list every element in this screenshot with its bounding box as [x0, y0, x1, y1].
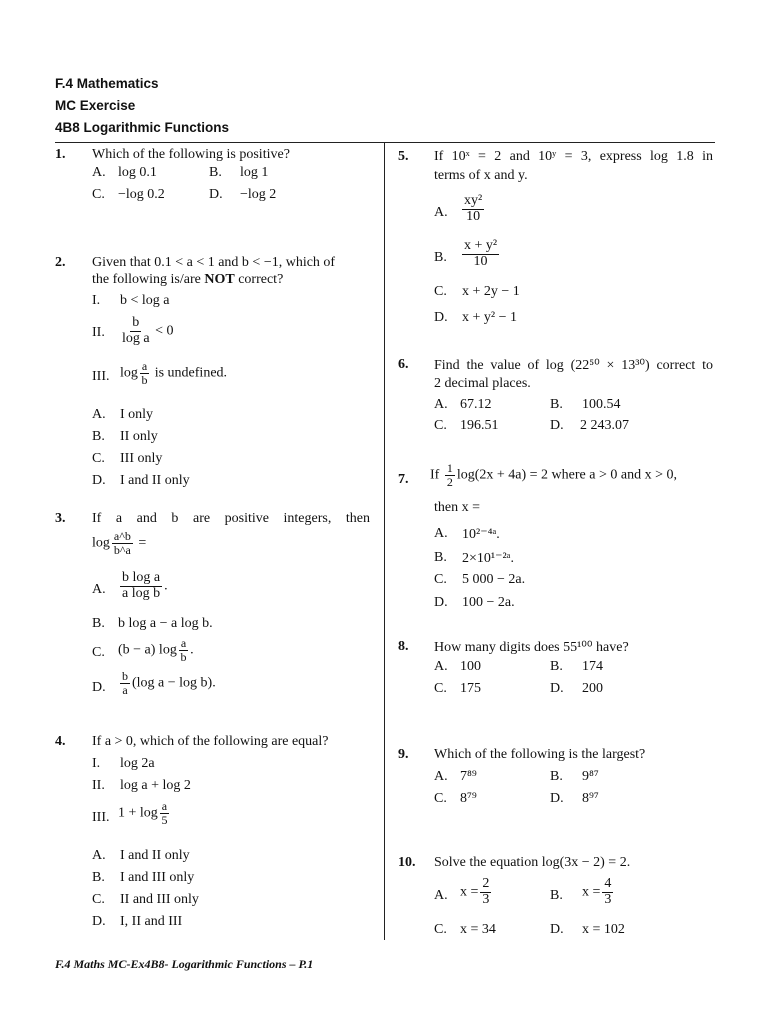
q6-letter-c: C.	[434, 418, 447, 433]
q4-letter-b: B.	[92, 870, 105, 885]
q5-letter-b: B.	[434, 250, 447, 265]
q4-roman-i: I.	[92, 756, 101, 771]
q1-option-b: log 1	[240, 165, 269, 180]
q3-option-b: b log a − a log b.	[118, 616, 213, 631]
q10-option-c: x = 34	[460, 922, 496, 937]
q10-letter-b: B.	[550, 888, 563, 903]
q7-letter-b: B.	[434, 550, 447, 565]
q3-letter-b: B.	[92, 616, 105, 631]
q8-letter-a: A.	[434, 659, 448, 674]
q7-letter-a: A.	[434, 526, 448, 541]
q7-stem-line2: then x =	[434, 500, 480, 515]
q10-option-b: x = $\frac{4}{3}$	[582, 876, 612, 907]
q2-letter-b: B.	[92, 429, 105, 444]
q5-option-c: x + 2y − 1	[462, 284, 520, 299]
q4-roman-iii: III.	[92, 810, 110, 825]
q3-option-a: $\frac{\text{b log a}}{\text{a log b}}$ .	[122, 570, 168, 601]
q8-letter-b: B.	[550, 659, 563, 674]
q6-stem-line2: 2 decimal places.	[434, 376, 531, 391]
q5-letter-d: D.	[434, 310, 448, 325]
q5-stem-line2: terms of x and y.	[434, 168, 528, 183]
q4-stem: If a > 0, which of the following are equal?	[92, 734, 329, 749]
q5-stem-line1: If 10ˣ = 2 and 10ʸ = 3, express log 1.8 in	[434, 149, 713, 164]
q9-letter-d: D.	[550, 791, 564, 806]
q6-option-b: 100.54	[582, 397, 621, 412]
q9-option-a: 7⁸⁹	[460, 769, 477, 784]
q5-letter-c: C.	[434, 284, 447, 299]
q3-option-c: (b − a) log $\frac{a}{b}$ .	[118, 636, 194, 664]
q5-number: 5.	[398, 149, 409, 164]
q10-option-d: x = 102	[582, 922, 625, 937]
q7-letter-c: C.	[434, 572, 447, 587]
q7-option-a: 10²⁻⁴ᵃ.	[462, 527, 500, 542]
q9-option-d: 8⁹⁷	[582, 791, 599, 806]
q2-number: 2.	[55, 255, 66, 270]
q3-option-d: $\frac{b}{a}$ (log a − log b).	[122, 669, 216, 697]
q4-option-c: II and III only	[120, 892, 199, 907]
column-divider	[384, 142, 385, 940]
q5-option-a: $\frac{\text{xy²}}{10}$	[464, 193, 483, 224]
title-subject: F.4 Mathematics	[55, 76, 159, 91]
q10-number: 10.	[398, 855, 416, 870]
q9-letter-c: C.	[434, 791, 447, 806]
header-rule	[55, 142, 715, 143]
q10-letter-d: D.	[550, 922, 564, 937]
q6-number: 6.	[398, 357, 409, 372]
q2-statement-i: b < log a	[120, 293, 170, 308]
q2-letter-c: C.	[92, 451, 105, 466]
q2-letter-d: D.	[92, 473, 106, 488]
q2-statement-ii: $\frac{b}{\text{log a}}$ < 0	[122, 315, 174, 346]
title-topic: 4B8 Logarithmic Functions	[55, 120, 230, 135]
q6-option-a: 67.12	[460, 397, 492, 412]
q2-letter-a: A.	[92, 407, 106, 422]
q3-letter-c: C.	[92, 645, 105, 660]
q10-letter-a: A.	[434, 888, 448, 903]
q1-letter-b: B.	[209, 165, 222, 180]
q10-letter-c: C.	[434, 922, 447, 937]
q1-letter-d: D.	[209, 187, 223, 202]
q5-option-d: x + y² − 1	[462, 310, 517, 325]
q9-letter-a: A.	[434, 769, 448, 784]
q2-option-d: I and II only	[120, 473, 190, 488]
q8-letter-c: C.	[434, 681, 447, 696]
q1-option-d: −log 2	[240, 187, 277, 202]
q8-option-c: 175	[460, 681, 481, 696]
q5-option-b: $\frac{\text{x + y²}}{10}$	[464, 238, 498, 269]
q6-letter-b: B.	[550, 397, 563, 412]
q10-option-a: x = $\frac{2}{3}$	[460, 876, 490, 907]
q8-option-b: 174	[582, 659, 603, 674]
q4-statement-ii: log a + log 2	[120, 778, 191, 793]
q3-letter-a: A.	[92, 582, 106, 597]
q9-number: 9.	[398, 747, 409, 762]
title-exercise: MC Exercise	[55, 98, 136, 113]
q9-option-b: 9⁸⁷	[582, 769, 599, 784]
q3-stem: If a and b are positive integers, then	[92, 511, 370, 526]
q6-stem-line1: Find the value of log (22⁵⁰ × 13³⁰) correct to	[434, 358, 713, 373]
q2-roman-i: I.	[92, 293, 101, 308]
q1-stem: Which of the following is positive?	[92, 147, 290, 162]
q7-number: 7.	[398, 472, 409, 487]
q9-option-c: 8⁷⁹	[460, 791, 477, 806]
q8-number: 8.	[398, 639, 409, 654]
q4-statement-i: log 2a	[120, 756, 155, 771]
q4-statement-iii: 1 + log $\frac{a}{5}$	[118, 799, 168, 827]
q7-option-d: 100 − 2a.	[462, 595, 515, 610]
q8-option-a: 100	[460, 659, 481, 674]
q4-letter-c: C.	[92, 892, 105, 907]
q2-option-c: III only	[120, 451, 163, 466]
q4-roman-ii: II.	[92, 778, 105, 793]
q6-option-d: 2 243.07	[580, 418, 629, 433]
q7-option-c: 5 000 − 2a.	[462, 572, 526, 587]
q1-number: 1.	[55, 147, 66, 162]
q4-letter-d: D.	[92, 914, 106, 929]
q2-roman-iii: III.	[92, 369, 110, 384]
q4-number: 4.	[55, 734, 66, 749]
q1-letter-c: C.	[92, 187, 105, 202]
q1-option-c: −log 0.2	[118, 187, 165, 202]
q8-option-d: 200	[582, 681, 603, 696]
q6-letter-a: A.	[434, 397, 448, 412]
q2-statement-iii: log $\frac{a}{b}$ is undefined.	[120, 359, 228, 387]
q2-stem-line2: the following is/are NOT correct?	[92, 272, 284, 287]
q8-letter-d: D.	[550, 681, 564, 696]
q2-option-a: I only	[120, 407, 154, 422]
q1-option-a: log 0.1	[118, 165, 157, 180]
q7-letter-d: D.	[434, 595, 448, 610]
q10-stem: Solve the equation log(3x − 2) = 2.	[434, 855, 631, 870]
q3-expression: log $\frac{a\^{}b}{b\^{}a}$ =	[92, 529, 147, 557]
q3-number: 3.	[55, 511, 66, 526]
q1-letter-a: A.	[92, 165, 106, 180]
q2-option-b: II only	[120, 429, 158, 444]
q4-option-b: I and III only	[120, 870, 195, 885]
q4-letter-a: A.	[92, 848, 106, 863]
q3-letter-d: D.	[92, 680, 106, 695]
q6-letter-d: D.	[550, 418, 564, 433]
q4-option-a: I and II only	[120, 848, 190, 863]
q7-option-b: 2×10¹⁻²ᵃ.	[462, 551, 515, 566]
q4-option-d: I, II and III	[120, 914, 183, 929]
q9-stem: Which of the following is the largest?	[434, 747, 646, 762]
q7-stem-line1: If $\frac{1}{2}$ log(2x + 4a) = 2 where a > 0 and x > 0,	[430, 461, 677, 489]
q9-letter-b: B.	[550, 769, 563, 784]
q5-letter-a: A.	[434, 205, 448, 220]
q2-roman-ii: II.	[92, 325, 105, 340]
q6-option-c: 196.51	[460, 418, 499, 433]
q2-stem-line1: Given that 0.1 < a < 1 and b < −1, which of	[92, 255, 336, 270]
page-footer: F.4 Maths MC-Ex4B8- Logarithmic Functions – P.1	[55, 957, 314, 971]
q8-stem: How many digits does 55¹⁰⁰ have?	[434, 640, 629, 655]
